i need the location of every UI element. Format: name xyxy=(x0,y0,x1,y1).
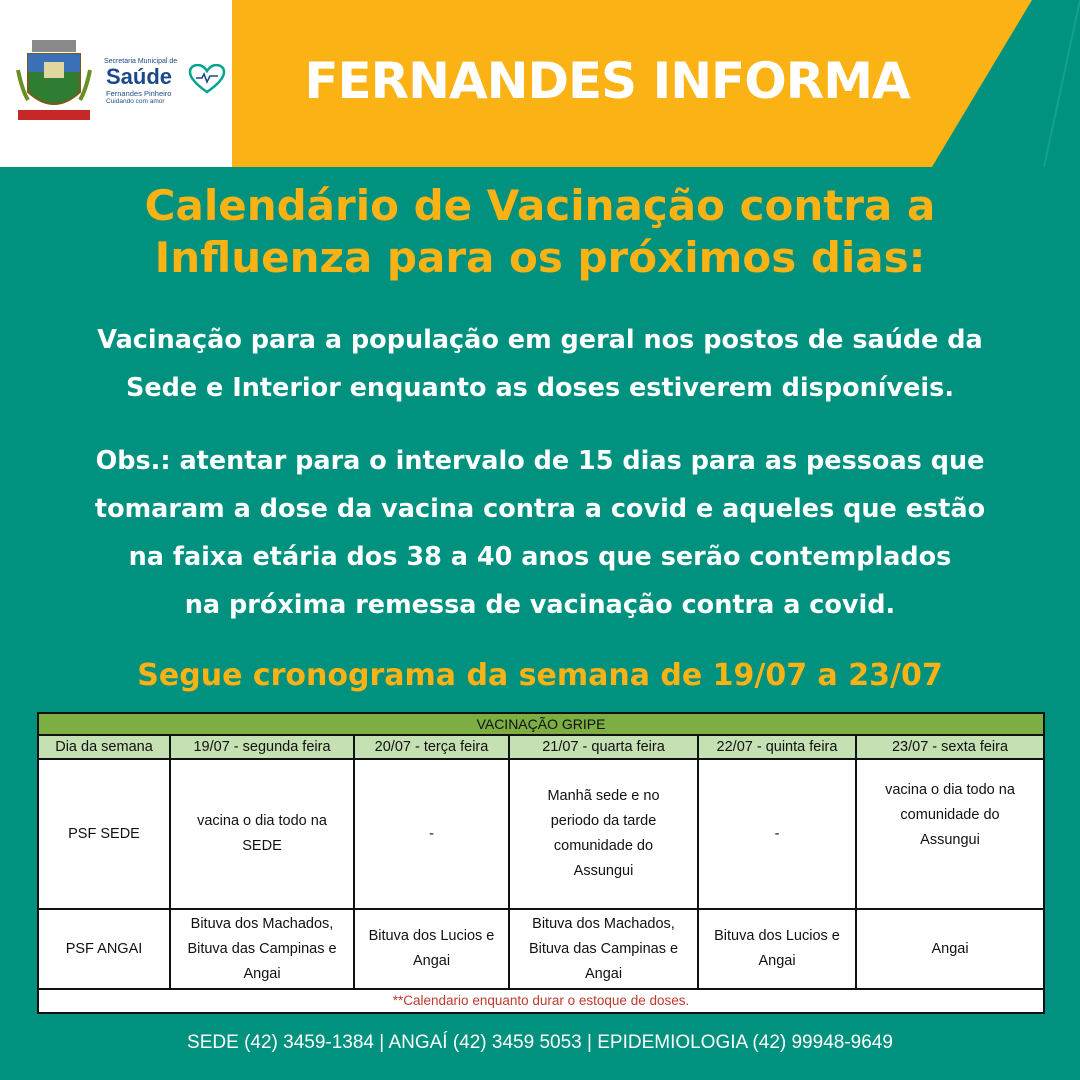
cell-line: Angai xyxy=(758,953,796,969)
cell-line: Angai xyxy=(412,953,451,969)
cell-line: periodo da tarde xyxy=(550,813,657,829)
table-header-cell: 21/07 - quarta feira xyxy=(509,735,698,759)
obs-line-3: na faixa etária dos 38 a 40 anos que serão contemplados xyxy=(128,542,952,572)
heart-icon xyxy=(188,64,226,94)
cell-line: Bituva das Campinas e xyxy=(528,940,679,957)
header-title: FERNANDES INFORMA xyxy=(304,52,910,110)
cell-line: Angai xyxy=(931,940,969,957)
table-row xyxy=(38,909,1044,989)
logo-top-text: Secretaria Municipal de xyxy=(104,58,178,65)
table-header-cell: 20/07 - terça feira xyxy=(354,735,509,759)
cell-line: Angai xyxy=(584,965,623,982)
coat-of-arms-icon xyxy=(14,40,94,132)
cell-line: vacina o dia todo na xyxy=(885,782,1015,798)
row-label-psf-angai: PSF ANGAI xyxy=(38,909,170,989)
cell-line: comunidade do xyxy=(553,838,654,854)
schedule-heading: Segue cronograma da semana de 19/07 a 23/07 xyxy=(137,658,943,693)
cell-line: Bituva dos Machados, xyxy=(532,915,675,932)
cell-line: Bituva das Campinas e xyxy=(187,940,337,957)
obs-line-1: Obs.: atentar para o intervalo de 15 dias para as pessoas que xyxy=(95,446,985,476)
table-title: VACINAÇÃO GRIPE xyxy=(38,713,1044,735)
intro-line-2: Sede e Interior enquanto as doses estiverem disponíveis. xyxy=(125,373,955,403)
table-header-cell: 23/07 - sexta feira xyxy=(856,735,1044,759)
table-header-row xyxy=(38,735,1044,759)
cell-line: Bituva dos Lucios e xyxy=(714,928,840,944)
cell-line: Manhã sede e no xyxy=(547,788,660,804)
logo-subtitle: Fernandes Pinheiro xyxy=(106,89,172,98)
table-cell xyxy=(698,759,856,909)
obs-line-2: tomaram a dose da vacina contra a covid e aqueles que estão xyxy=(94,494,986,524)
cell-line: - xyxy=(429,825,434,842)
cell-line: Bituva dos Machados, xyxy=(190,915,334,932)
intro-line-1: Vacinação para a população em geral nos postos de saúde da xyxy=(97,325,983,355)
title-line-1: Calendário de Vacinação contra a xyxy=(144,181,936,230)
logo-tagline: Cuidando com amor xyxy=(106,98,165,105)
table-cell xyxy=(170,759,354,909)
logo-word: Saúde xyxy=(106,64,173,89)
cell-line: comunidade do xyxy=(900,807,1000,823)
cell-line: SEDE xyxy=(242,838,282,854)
table-header-cell: Dia da semana xyxy=(38,735,170,759)
table-cell xyxy=(170,909,354,989)
table-cell xyxy=(354,759,509,909)
cell-line: Bituva dos Lucios e xyxy=(368,928,495,944)
intro-paragraph xyxy=(0,316,1080,412)
cell-line: Assungui xyxy=(920,832,980,848)
table-header-cell: 19/07 - segunda feira xyxy=(170,735,354,759)
table-row xyxy=(38,759,1044,909)
table-header-cell: 22/07 - quinta feira xyxy=(698,735,856,759)
cell-line: vacina o dia todo na xyxy=(197,813,327,829)
schedule-table-wrapper xyxy=(37,712,1043,1012)
cell-line: Angai xyxy=(243,965,281,982)
table-cell xyxy=(509,759,698,909)
title-line-2: Influenza para os próximos dias: xyxy=(154,233,926,282)
table-cell xyxy=(354,909,509,989)
obs-paragraph xyxy=(0,437,1080,629)
table-cell xyxy=(856,759,1044,909)
schedule-table xyxy=(37,712,1045,1014)
page-title xyxy=(0,180,1080,284)
obs-line-4: na próxima remessa de vacinação contra a covid. xyxy=(184,590,896,620)
cell-line: - xyxy=(774,825,780,842)
table-cell xyxy=(856,909,1044,989)
table-cell xyxy=(509,909,698,989)
contact-footer: SEDE (42) 3459-1384 | ANGAÍ (42) 3459 5053 | EPIDEMIOLOGIA (42) 99948-9649 xyxy=(187,1032,893,1053)
cell-line: Assungui xyxy=(573,863,634,879)
table-footnote: **Calendario enquanto durar o estoque de doses. xyxy=(38,989,1044,1013)
row-label-psf-sede: PSF SEDE xyxy=(38,759,170,909)
table-cell xyxy=(698,909,856,989)
saude-logo xyxy=(104,58,226,108)
